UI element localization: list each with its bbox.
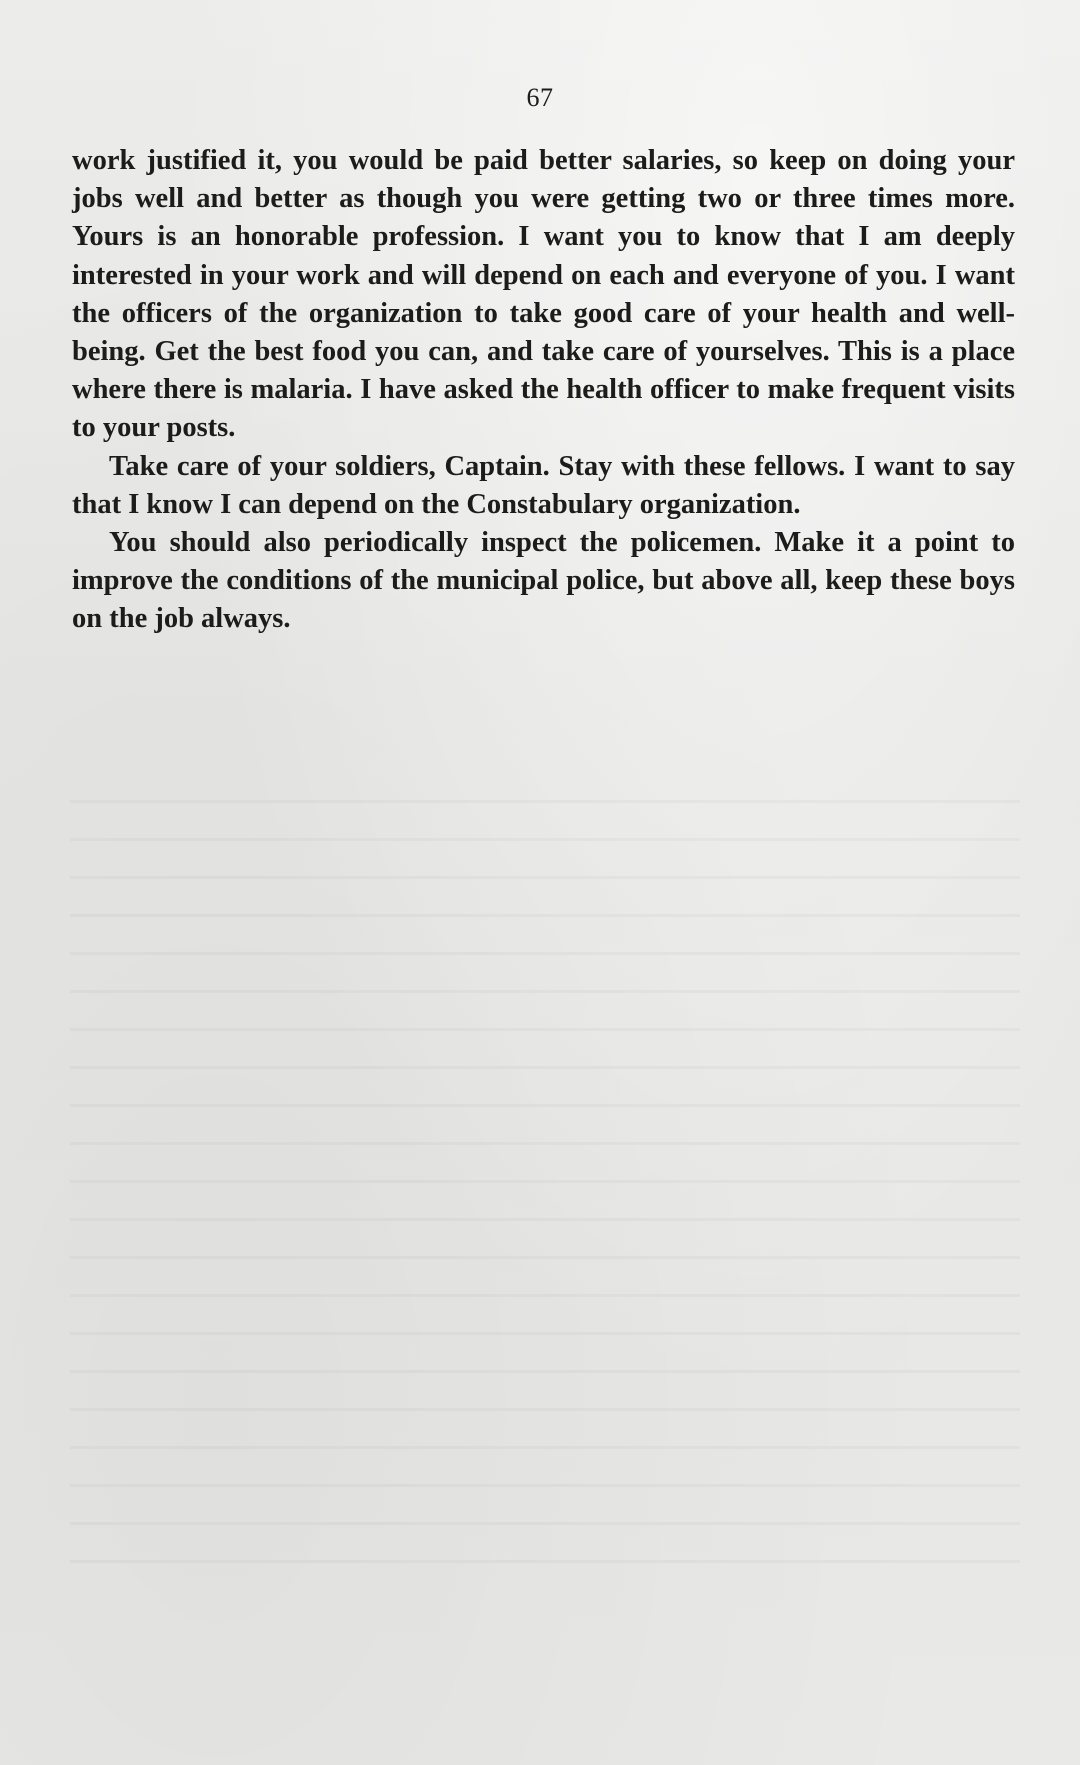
paragraph-captain: Take care of your soldiers, Captain. Stay with these fellows. I want to say that I know I can depend on the Constabulary organization. xyxy=(72,450,1015,520)
paragraph-policemen: You should also periodically inspect the policemen. Make it a point to improve the conditions of the municipal police, but above all, keep these boys on the job always. xyxy=(72,527,1015,635)
paragraph-continued: work justified it, you would be paid better salaries, so keep on doing your jobs well and better as though you were getting two or three times more. Yours is an honorable profession. I want you to know that I am deeply interested in your work and will depend on each and everyone of you. I want the officers of the organization to take good care of your health and well-being. Get the best food you can, and take care of yourselves. This is a place where there is malaria. I have asked the health officer to make frequent visits to your posts. xyxy=(72,145,1015,444)
bleed-through-texture xyxy=(70,800,1020,1580)
page-number: 67 xyxy=(526,83,554,112)
body-text xyxy=(72,142,1015,639)
